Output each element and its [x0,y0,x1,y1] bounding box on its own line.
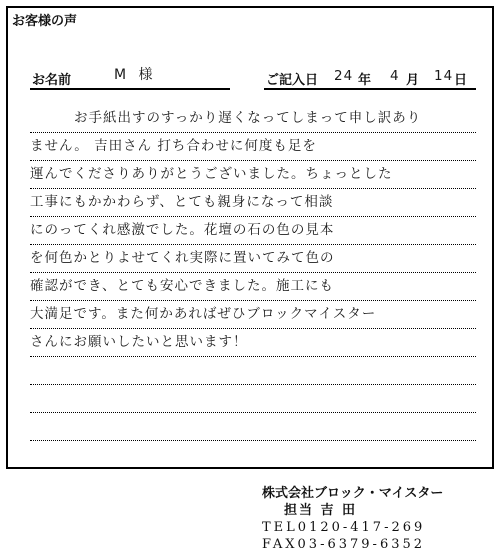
ruled-line [30,328,476,329]
comment-line: 大満足です。また何かあればぜひブロックマイスター [30,306,377,322]
ruled-line [30,160,476,161]
fax-number: FAX03-6379-6352 [262,537,426,552]
date-underline [264,88,476,90]
date-day-unit: 日 [454,73,468,88]
date-year-value: 24 [334,68,354,84]
comment-line: を何色かとりよせてくれ実際に置いてみて色の [30,250,335,266]
date-year-unit: 年 [358,73,372,88]
tel-number: TEL0120-417-269 [262,520,426,535]
form-title: お客様の声 [12,14,78,29]
ruled-line [30,300,476,301]
comment-line: さんにお願いしたいと思います！ [30,334,248,350]
ruled-line [30,356,476,357]
contact-person: 担当 吉 田 [284,503,358,518]
comment-line: 運んでくださりありがとうございました。ちょっとした [30,166,393,182]
ruled-line [30,216,476,217]
customer-name: M 様 [114,67,157,83]
date-day-value: 14 [434,68,454,84]
date-label: ご記入日 [266,73,319,88]
ruled-line [30,132,476,133]
name-underline [30,88,230,90]
comment-line: にのってくれ感激でした。花壇の石の色の見本 [30,222,335,238]
comment-line: 確認ができ、とても安心できました。施工にも [30,278,334,294]
testimonial-form [6,6,494,469]
comment-line: 工事にもかかわらず、とても親身になって相談 [30,194,334,210]
company-name: 株式会社ブロック・マイスター [262,486,444,501]
date-month-unit: 月 [406,73,420,88]
ruled-line [30,412,476,413]
ruled-line [30,272,476,273]
ruled-line [30,188,476,189]
ruled-line [30,244,476,245]
ruled-line [30,440,476,441]
ruled-line [30,384,476,385]
comment-line: お手紙出すのすっかり遅くなってしまって申し訳あり [74,110,422,126]
company-footer [262,485,492,553]
name-label: お名前 [32,73,72,88]
date-month-value: 4 [390,68,400,84]
comment-line: ません。 吉田さん 打ち合わせに何度も足を [30,138,317,154]
